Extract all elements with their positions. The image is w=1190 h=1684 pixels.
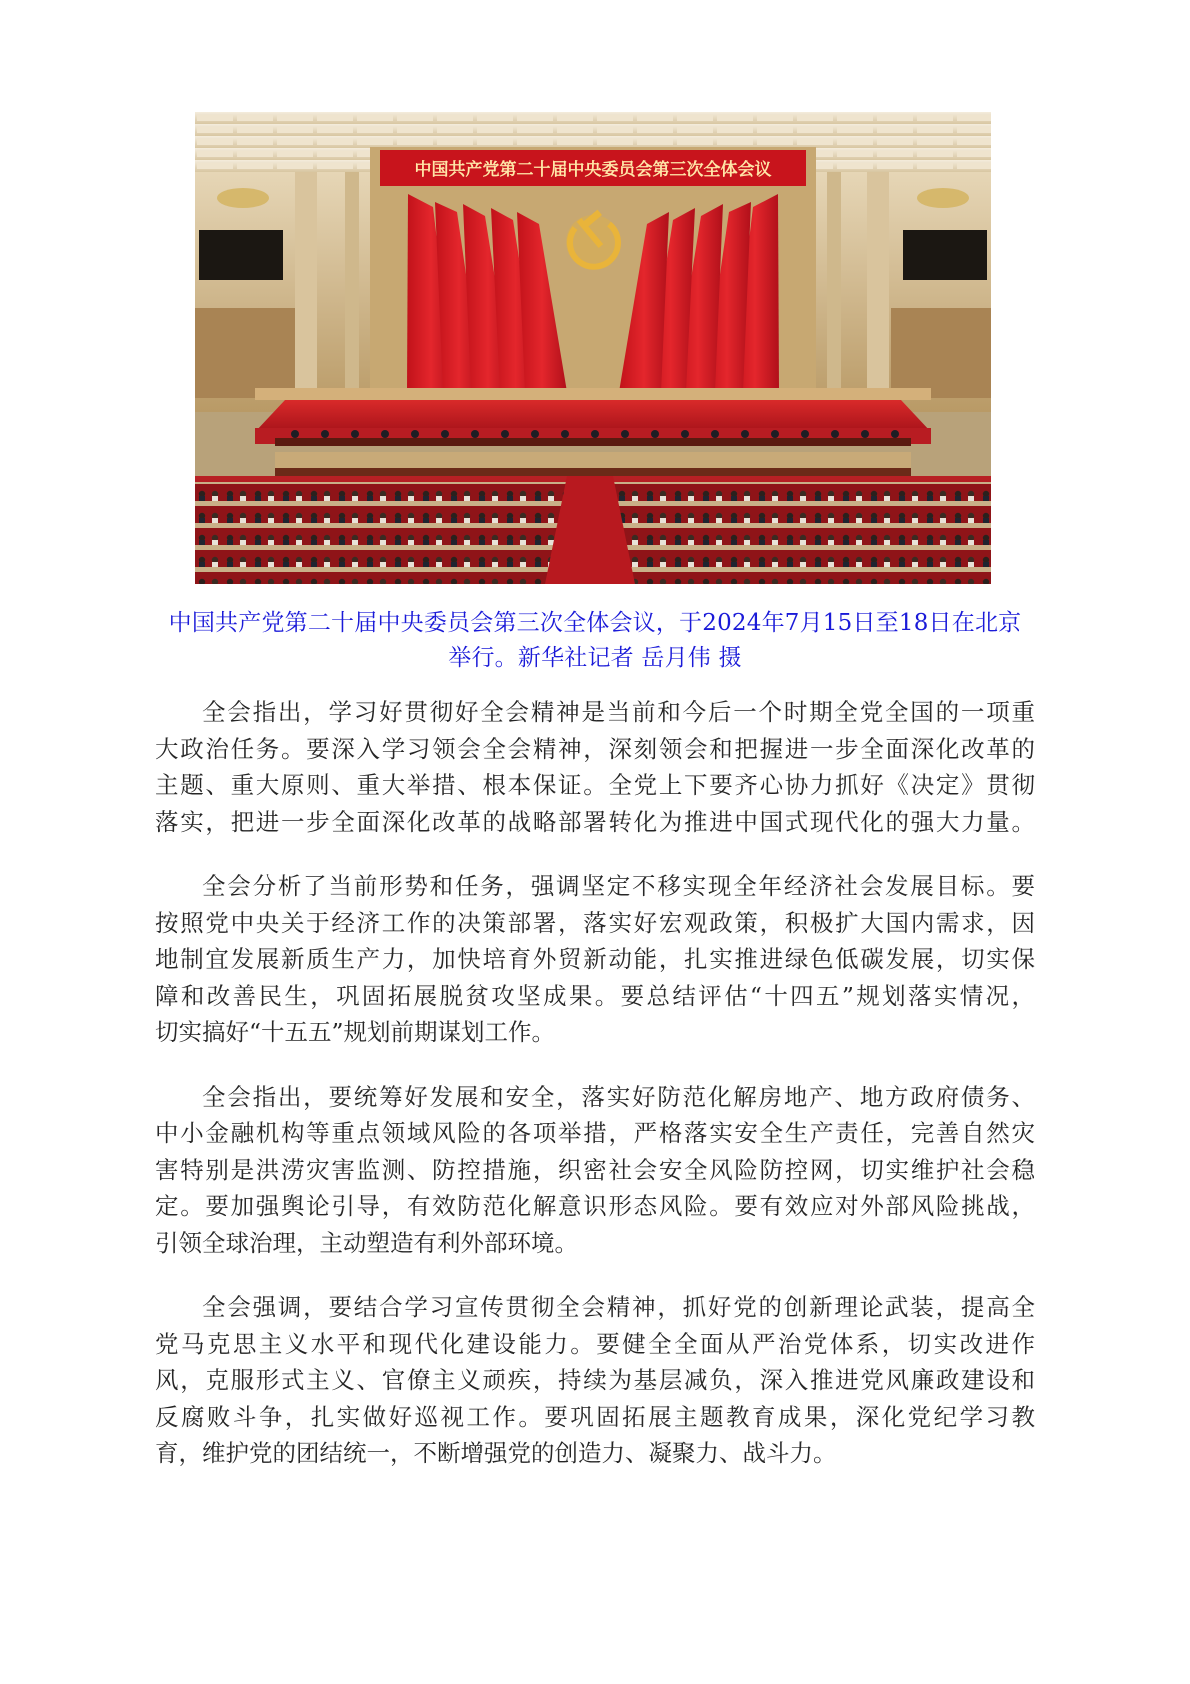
photo-caption (150, 606, 1040, 676)
text-line: 切实搞好“十五五”规划前期谋划工作。 (155, 1018, 556, 1046)
paragraph (155, 694, 1035, 840)
text-line: 风，克服形式主义、官僚主义顽疾，持续为基层减负，深入推进党风廉政建设和 (155, 1366, 1035, 1394)
caption-line: 举行。新华社记者 岳月伟 摄 (448, 645, 742, 671)
text-line: 全会强调，要结合学习宣传贯彻全会精神，抓好党的创新理论武装，提高全 (202, 1293, 1035, 1321)
paragraph (155, 868, 1035, 1051)
text-line: 定。要加强舆论引导，有效防范化解意识形态风险。要有效应对外部风险挑战， (155, 1192, 1035, 1220)
plenary-session-photo (195, 112, 991, 584)
audience-right (613, 482, 991, 584)
text-line: 全会指出，要统筹好发展和安全，落实好防范化解房地产、地方政府债务、 (202, 1082, 1035, 1111)
text-line: 按照党中央关于经济工作的决策部署，落实好宏观政策，积极扩大国内需求，因 (155, 908, 1035, 937)
text-line: 害特别是洪涝灾害监测、防控措施，织密社会安全风险防控网，切实维护社会稳 (155, 1155, 1035, 1184)
text-line: 中小金融机构等重点领域风险的各项举措，严格落实安全生产责任，完善自然灾 (155, 1119, 1035, 1147)
text-line: 引领全球治理，主动塑造有利外部环境。 (155, 1228, 578, 1257)
text-line: 反腐败斗争，扎实做好巡视工作。要巩固拓展主题教育成果，深化党纪学习教 (155, 1402, 1035, 1431)
text-line: 地制宜发展新质生产力，加快培育外贸新动能，扎实推进绿色低碳发展，切实保 (155, 945, 1035, 973)
text-line: 主题、重大原则、重大举措、根本保证。全党上下要齐心协力抓好《决定》贯彻 (155, 771, 1035, 799)
text-line: 党马克思主义水平和现代化建设能力。要健全全面从严治党体系，切实改进作 (155, 1329, 1035, 1358)
text-line: 大政治任务。要深入学习领会全会精神，深刻领会和把握进一步全面深化改革的 (155, 734, 1035, 763)
text-line: 障和改善民生，巩固拓展脱贫攻坚成果。要总结评估“十四五”规划落实情况， (155, 981, 1035, 1010)
paragraph (155, 1079, 1035, 1262)
text-line: 全会分析了当前形势和任务，强调坚定不移实现全年经济社会发展目标。要 (202, 872, 1035, 900)
article-body (155, 694, 1035, 1500)
text-line: 育，维护党的团结统一，不断增强党的创造力、凝聚力、战斗力。 (155, 1439, 837, 1467)
audience-left (195, 482, 567, 584)
text-line: 全会指出，学习好贯彻好全会精神是当前和今后一个时期全党全国的一项重 (202, 698, 1035, 726)
banner-text: 中国共产党第二十届中央委员会第三次全体会议 (414, 160, 772, 180)
caption-line: 中国共产党第二十届中央委员会第三次全体会议，于2024年7月15日至18日在北京 (168, 610, 1022, 636)
text-line: 落实，把进一步全面深化改革的战略部署转化为推进中国式现代化的强大力量。 (155, 807, 1035, 836)
paragraph (155, 1289, 1035, 1472)
